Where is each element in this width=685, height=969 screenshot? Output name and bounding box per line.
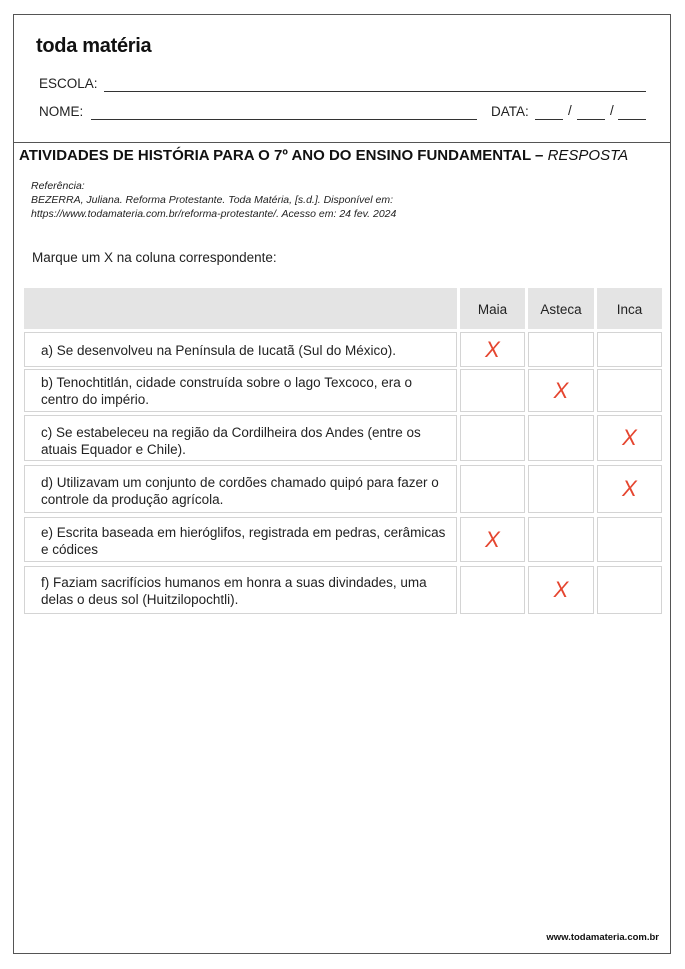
date-label: DATA: [491, 104, 529, 119]
question-cell [24, 517, 457, 562]
x-mark: X [553, 577, 569, 602]
answer-cell-asteca[interactable] [528, 566, 594, 614]
answer-cell-inca[interactable] [597, 517, 662, 562]
question-cell [24, 566, 457, 614]
question-text: b) Tenochtitlán, cidade construída sobre o lago Texcoco, era o centro do império. [41, 375, 412, 407]
reference-heading: Referência: [31, 180, 85, 192]
instruction-text: Marque um X na coluna correspondente: [32, 250, 277, 265]
x-mark: X [622, 476, 637, 501]
question-text: c) Se estabeleceu na região da Cordilheira dos Andes (entre os atuais Equador e Chile). [41, 425, 421, 457]
date-month-field[interactable] [577, 119, 605, 120]
question-text: f) Faziam sacrifícios humanos em honra a suas divindades, uma delas o deus sol (Huitzilopochtli). [41, 575, 427, 607]
answer-cell-inca[interactable] [597, 566, 662, 614]
x-mark: X [622, 425, 637, 450]
answer-cell-maia[interactable] [460, 332, 525, 367]
column-header-label: Inca [616, 302, 643, 317]
question-cell [24, 465, 457, 513]
table-header-blank [24, 288, 457, 329]
answer-cell-inca[interactable] [597, 332, 662, 367]
answer-cell-inca[interactable] [597, 465, 662, 513]
name-field[interactable] [91, 119, 477, 120]
x-mark: X [485, 527, 500, 552]
x-mark: X [485, 337, 500, 362]
title-dash: – [530, 147, 548, 164]
answer-cell-maia[interactable] [460, 517, 525, 562]
answer-cell-asteca[interactable] [528, 465, 594, 513]
answer-cell-asteca[interactable] [528, 517, 594, 562]
column-header-maia [460, 288, 525, 329]
answer-cell-maia[interactable] [460, 415, 525, 461]
answer-cell-asteca[interactable] [528, 332, 594, 367]
worksheet-header [14, 15, 670, 143]
answer-cell-maia[interactable] [460, 465, 525, 513]
school-field[interactable] [104, 91, 646, 92]
page-title [19, 147, 628, 164]
answer-cell-inca[interactable] [597, 415, 662, 461]
brand-logo: toda matéria [36, 35, 152, 57]
answer-cell-asteca[interactable] [528, 415, 594, 461]
reference-line-2: https://www.todamateria.com.br/reforma-protestante/. Acesso em: 24 fev. 2024 [31, 208, 397, 220]
name-label: NOME: [39, 104, 84, 119]
question-cell [24, 415, 457, 461]
question-text: e) Escrita baseada em hieróglifos, registrada em pedras, cerâmicas e códices [41, 525, 446, 557]
school-label: ESCOLA: [39, 76, 98, 91]
column-header-label: Maia [477, 302, 508, 317]
title-main: ATIVIDADES DE HISTÓRIA PARA O 7º ANO DO ENSINO FUNDAMENTAL [19, 147, 531, 164]
answer-cell-inca[interactable] [597, 369, 662, 412]
x-mark: X [553, 378, 569, 403]
column-header-asteca [528, 288, 594, 329]
footer-url: www.todamateria.com.br [546, 932, 659, 943]
date-day-field[interactable] [535, 119, 563, 120]
date-separator-1: / [568, 103, 572, 118]
question-text: d) Utilizavam um conjunto de cordões chamado quipó para fazer o controle da produção agrícola. [41, 475, 439, 507]
title-answer-tag: RESPOSTA [547, 147, 629, 164]
answer-cell-asteca[interactable] [528, 369, 594, 412]
column-header-label: Asteca [540, 302, 582, 317]
answer-cell-maia[interactable] [460, 369, 525, 412]
question-cell [24, 332, 457, 367]
answer-cell-maia[interactable] [460, 566, 525, 614]
reference-block [31, 179, 396, 221]
column-header-inca [597, 288, 662, 329]
date-year-field[interactable] [618, 119, 646, 120]
date-separator-2: / [610, 103, 614, 118]
reference-line-1: BEZERRA, Juliana. Reforma Protestante. Toda Matéria, [s.d.]. Disponível em: [31, 194, 394, 206]
question-cell [24, 369, 457, 412]
question-text: a) Se desenvolveu na Península de Iucatã (Sul do México). [41, 343, 396, 358]
